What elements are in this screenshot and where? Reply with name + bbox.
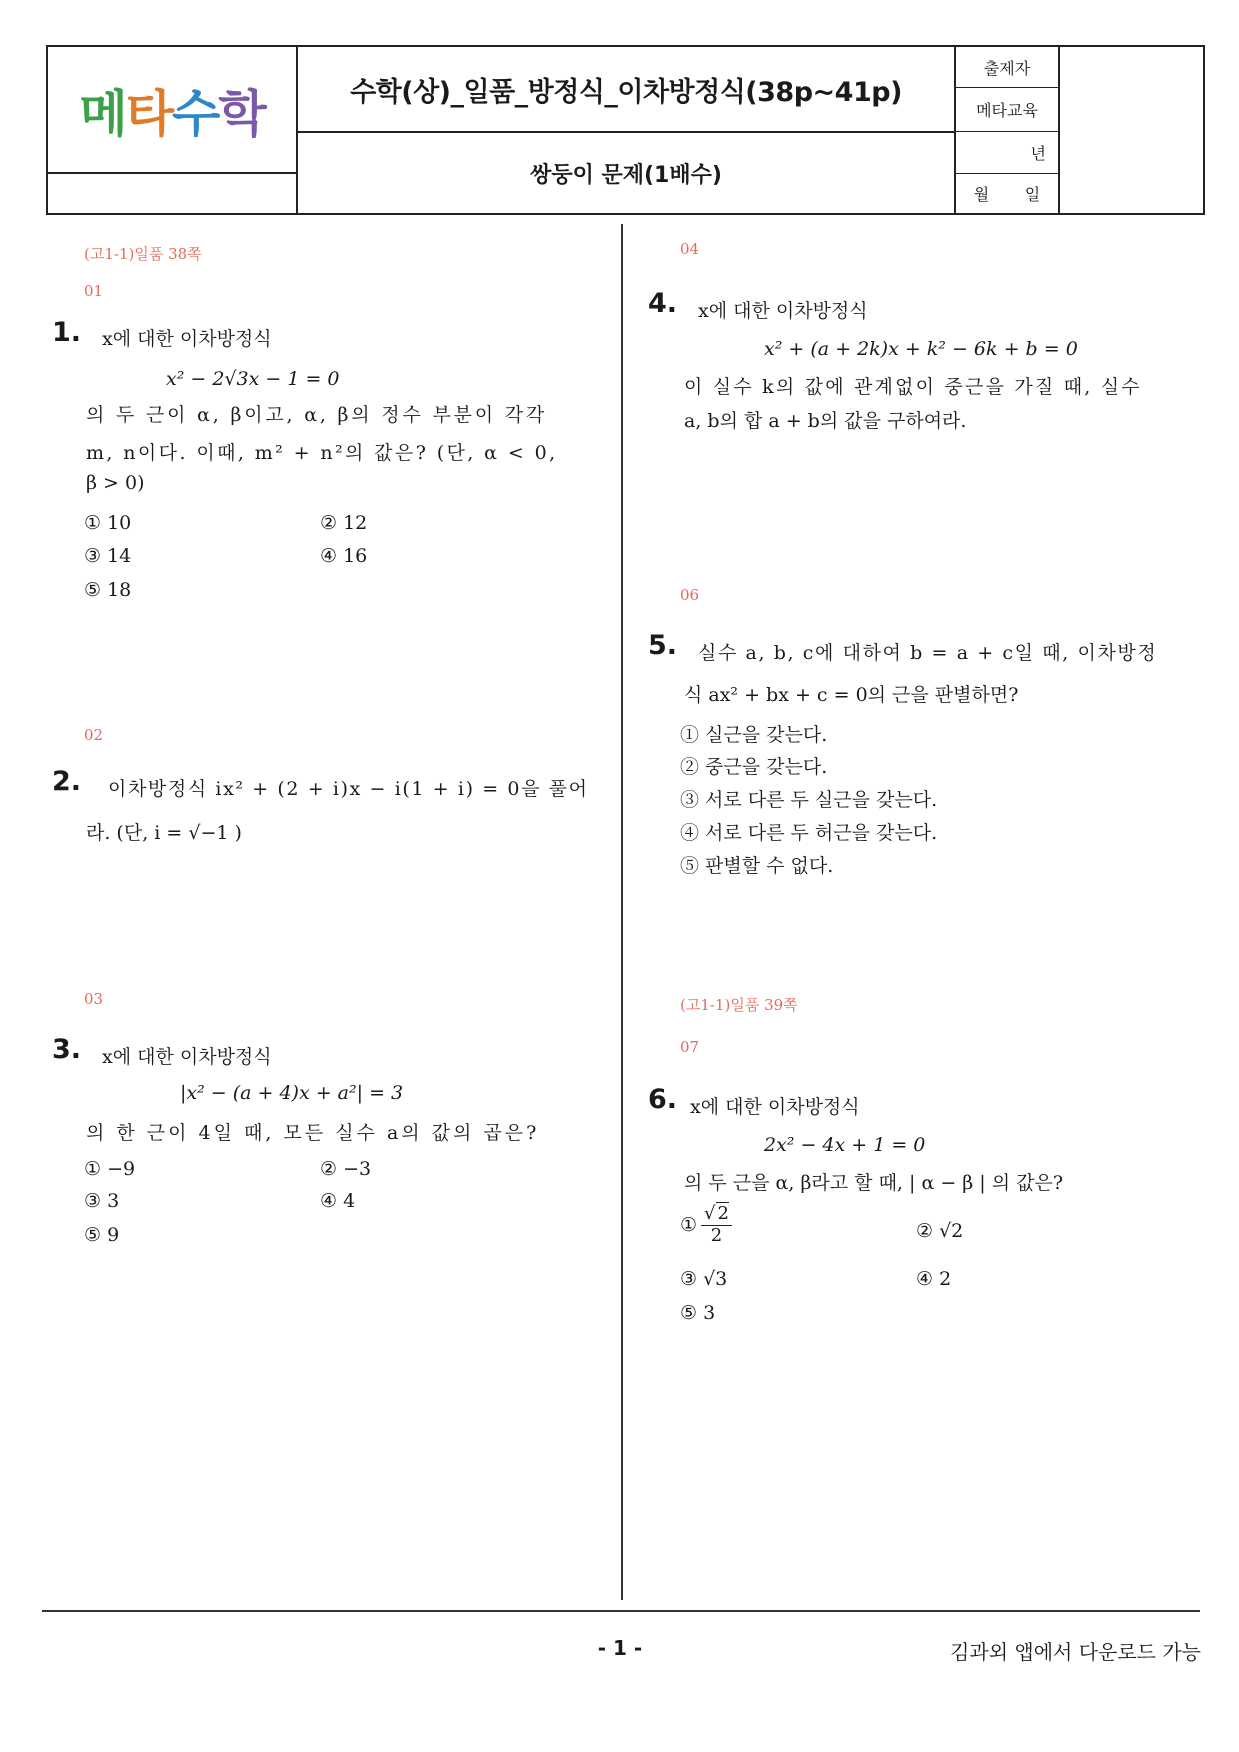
- choice[interactable]: ⑤ 3: [680, 1302, 716, 1324]
- logo: 메타수학: [79, 84, 265, 143]
- day-label: 일: [1024, 185, 1041, 204]
- question-text: x에 대한 이차방정식: [690, 1096, 860, 1118]
- question-number: 4.: [648, 288, 678, 319]
- choice-marker: ①: [680, 1214, 698, 1237]
- question-text: x에 대한 이차방정식: [698, 300, 868, 322]
- month-label: 월: [973, 185, 990, 204]
- choice[interactable]: [680, 1204, 732, 1246]
- choice[interactable]: ⑤ 판별할 수 없다.: [680, 855, 834, 877]
- question-number: 5.: [648, 630, 678, 661]
- footer-note: 김과외 앱에서 다운로드 가능: [950, 1640, 1201, 1664]
- question-text: x에 대한 이차방정식: [102, 328, 272, 350]
- equation: x² − 2√3x − 1 = 0: [166, 368, 340, 390]
- question-text: m, n이다. 이때, m² + n²의 값은? (단, α < 0,: [86, 442, 558, 464]
- choice[interactable]: ⑤ 9: [84, 1224, 120, 1246]
- page-number: - 1 -: [597, 1636, 643, 1660]
- question-code: 01: [84, 282, 104, 300]
- question-code: 06: [680, 586, 700, 604]
- fraction-sqrt2-over-2: $\frac{√ 2}{2}$: [701, 1204, 732, 1246]
- question-number: 3.: [52, 1034, 82, 1065]
- choice[interactable]: ③ 서로 다른 두 실근을 갖는다.: [680, 789, 938, 811]
- question-number: 2.: [52, 766, 82, 797]
- choice[interactable]: ② √2: [916, 1220, 964, 1242]
- author-value: 메타교육: [976, 101, 1038, 120]
- question-code: 04: [680, 240, 700, 258]
- question-code: 07: [680, 1038, 700, 1056]
- choice[interactable]: ① 10: [84, 512, 132, 534]
- choice[interactable]: ① −9: [84, 1158, 136, 1180]
- author-label: 출제자: [983, 58, 1031, 78]
- question-text: 실수 a, b, c에 대하여 b = a + c일 때, 이차방정: [698, 642, 1158, 664]
- equation: 2x² − 4x + 1 = 0: [764, 1134, 926, 1156]
- question-text: 의 두 근을 α, β라고 할 때, | α − β | 의 값은?: [684, 1172, 1064, 1194]
- question-text: x에 대한 이차방정식: [102, 1046, 272, 1068]
- choice[interactable]: ③ 3: [84, 1190, 120, 1212]
- choice[interactable]: ② 12: [320, 512, 368, 534]
- choice[interactable]: ③ √3: [680, 1268, 728, 1290]
- source-ref: (고1-1)일품 39쪽: [680, 996, 798, 1014]
- question-text: a, b의 합 a + b의 값을 구하여라.: [684, 410, 967, 432]
- question-number: 1.: [52, 317, 82, 348]
- document-title: 수학(상)_일품_방정식_이차방정식(38p~41p): [350, 76, 902, 108]
- column-divider: [621, 224, 623, 1600]
- choice[interactable]: ② −3: [320, 1158, 372, 1180]
- question-text: 이차방정식 ix² + (2 + i)x − i(1 + i) = 0을 풀어: [108, 778, 589, 800]
- choice[interactable]: ④ 4: [320, 1190, 356, 1212]
- choice[interactable]: ① 실근을 갖는다.: [680, 724, 828, 746]
- choice[interactable]: ⑤ 18: [84, 579, 132, 601]
- choice[interactable]: ③ 14: [84, 545, 132, 567]
- question-code: 03: [84, 990, 104, 1008]
- question-text: β > 0): [86, 472, 145, 494]
- question-text: 이 실수 k의 값에 관계없이 중근을 가질 때, 실수: [684, 376, 1142, 398]
- source-ref: (고1-1)일품 38쪽: [84, 245, 202, 263]
- question-text: 식 ax² + bx + c = 0의 근을 판별하면?: [684, 684, 1019, 706]
- question-code: 02: [84, 726, 104, 744]
- question-text: 의 한 근이 4일 때, 모든 실수 a의 값의 곱은?: [86, 1122, 540, 1144]
- year-label: 년: [1030, 144, 1046, 163]
- equation: |x² − (a + 4)x + a²| = 3: [180, 1082, 404, 1104]
- document-subtitle: 쌍둥이 문제(1배수): [530, 162, 722, 188]
- choice[interactable]: ② 중근을 갖는다.: [680, 756, 828, 778]
- question-text: 라. (단, i = √−1 ): [86, 822, 242, 844]
- question-text: 의 두 근이 α, β이고, α, β의 정수 부분이 각각: [86, 404, 548, 426]
- date-field: [956, 174, 1058, 213]
- choice[interactable]: ④ 서로 다른 두 허근을 갖는다.: [680, 822, 938, 844]
- choice[interactable]: ④ 16: [320, 545, 368, 567]
- header-table: [46, 45, 1205, 215]
- question-number: 6.: [648, 1084, 678, 1115]
- footer-rule: [42, 1610, 1200, 1612]
- choice[interactable]: ④ 2: [916, 1268, 952, 1290]
- equation: x² + (a + 2k)x + k² − 6k + b = 0: [764, 338, 1078, 360]
